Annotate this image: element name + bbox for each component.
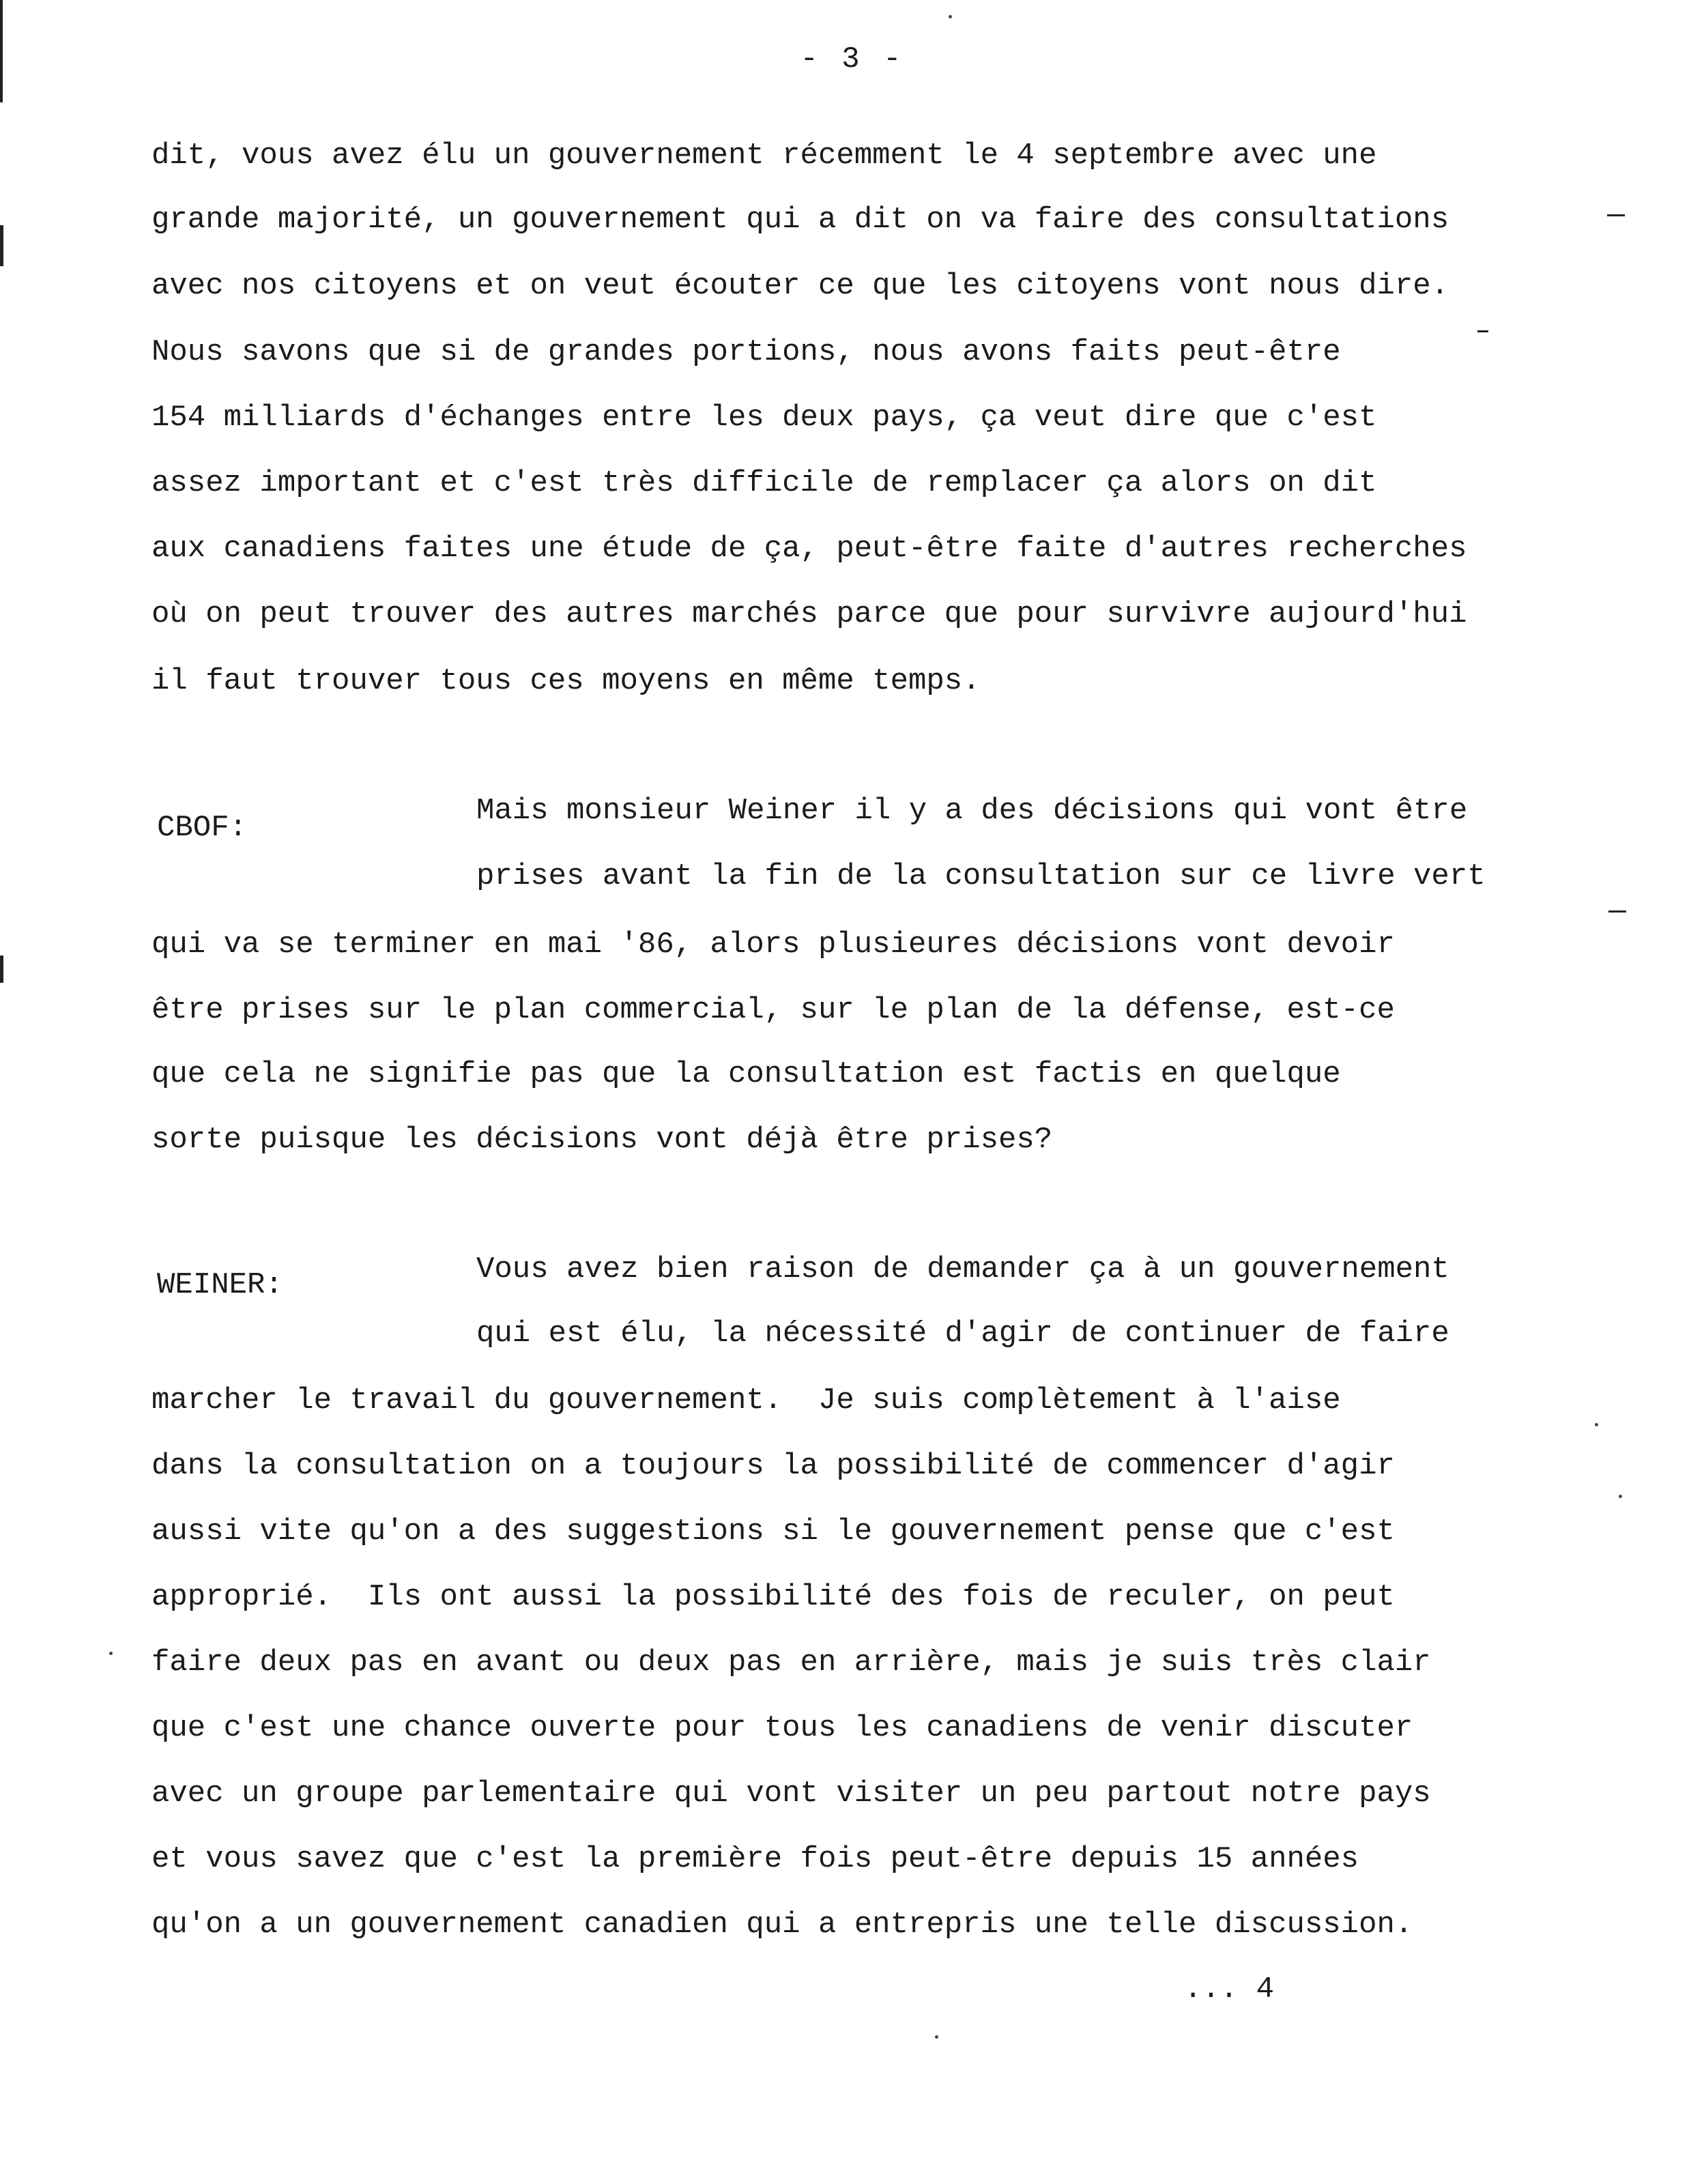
left-edge-mark [0, 0, 3, 102]
paragraph-2-line-2: prises avant la fin de la consultation sur ce livre vert [476, 859, 1486, 893]
paragraph-1-line-3: avec nos citoyens et on veut écouter ce que les citoyens vont nous dire. [151, 269, 1449, 303]
scan-speck [935, 2035, 938, 2039]
paragraph-2-line-4: être prises sur le plan commercial, sur le plan de la défense, est-ce [151, 993, 1395, 1027]
paragraph-1-line-2: grande majorité, un gouvernement qui a dit on va faire des consultations [151, 203, 1449, 237]
right-margin-dash [1607, 214, 1625, 216]
scan-speck [109, 1652, 113, 1655]
paragraph-3-line-11: qu'on a un gouvernement canadien qui a entrepris une telle discussion. [151, 1908, 1413, 1942]
left-edge-mark [0, 225, 3, 266]
paragraph-1-line-7: aux canadiens faites une étude de ça, peut-être faite d'autres recherches [151, 532, 1467, 566]
paragraph-3-line-9: avec un groupe parlementaire qui vont visiter un peu partout notre pays [151, 1777, 1431, 1811]
paragraph-3-line-2: qui est élu, la nécessité d'agir de continuer de faire [476, 1317, 1449, 1351]
paragraph-1-line-5: 154 milliards d'échanges entre les deux pays, ça veut dire que c'est [151, 401, 1377, 435]
speaker-cbof: CBOF: [157, 811, 248, 845]
paragraph-2-line-1: Mais monsieur Weiner il y a des décisions qui vont être [476, 794, 1468, 828]
paragraph-3-line-8: que c'est une chance ouverte pour tous les canadiens de venir discuter [151, 1711, 1413, 1745]
paragraph-1-line-6: assez important et c'est très difficile de remplacer ça alors on dit [151, 466, 1377, 500]
paragraph-3-line-4: dans la consultation on a toujours la possibilité de commencer d'agir [151, 1449, 1395, 1483]
paragraph-3-line-10: et vous savez que c'est la première fois peut-être depuis 15 années [151, 1842, 1359, 1876]
paragraph-2-line-6: sorte puisque les décisions vont déjà être prises? [151, 1123, 1053, 1157]
paragraph-1-line-4: Nous savons que si de grandes portions, nous avons faits peut-être [151, 335, 1341, 369]
right-margin-dash [1608, 910, 1626, 913]
paragraph-3-line-1: Vous avez bien raison de demander ça à un gouvernement [476, 1252, 1449, 1287]
right-margin-dash [1477, 330, 1488, 332]
paragraph-3-line-5: aussi vite qu'on a des suggestions si le gouvernement pense que c'est [151, 1514, 1395, 1549]
page-number: - 3 - [800, 42, 904, 76]
scan-speck [1595, 1423, 1598, 1426]
paragraph-3-line-7: faire deux pas en avant ou deux pas en arrière, mais je suis très clair [151, 1646, 1431, 1680]
paragraph-2-line-5: que cela ne signifie pas que la consultation est factis en quelque [151, 1057, 1341, 1091]
paragraph-1-line-9: il faut trouver tous ces moyens en même temps. [151, 664, 981, 698]
continuation-marker: ... 4 [1184, 1972, 1275, 2007]
paragraph-2-line-3: qui va se terminer en mai '86, alors plusieures décisions vont devoir [151, 928, 1395, 962]
paragraph-1-line-1: dit, vous avez élu un gouvernement récemment le 4 septembre avec une [151, 139, 1377, 173]
speaker-weiner: WEINER: [157, 1268, 283, 1302]
paragraph-3-line-3: marcher le travail du gouvernement. Je suis complètement à l'aise [151, 1383, 1341, 1418]
paragraph-3-line-6: approprié. Ils ont aussi la possibilité des fois de reculer, on peut [151, 1580, 1395, 1614]
scan-speck [1619, 1495, 1622, 1498]
left-edge-mark [0, 956, 3, 983]
scan-speck [949, 15, 952, 18]
paragraph-1-line-8: où on peut trouver des autres marchés parce que pour survivre aujourd'hui [151, 597, 1467, 631]
